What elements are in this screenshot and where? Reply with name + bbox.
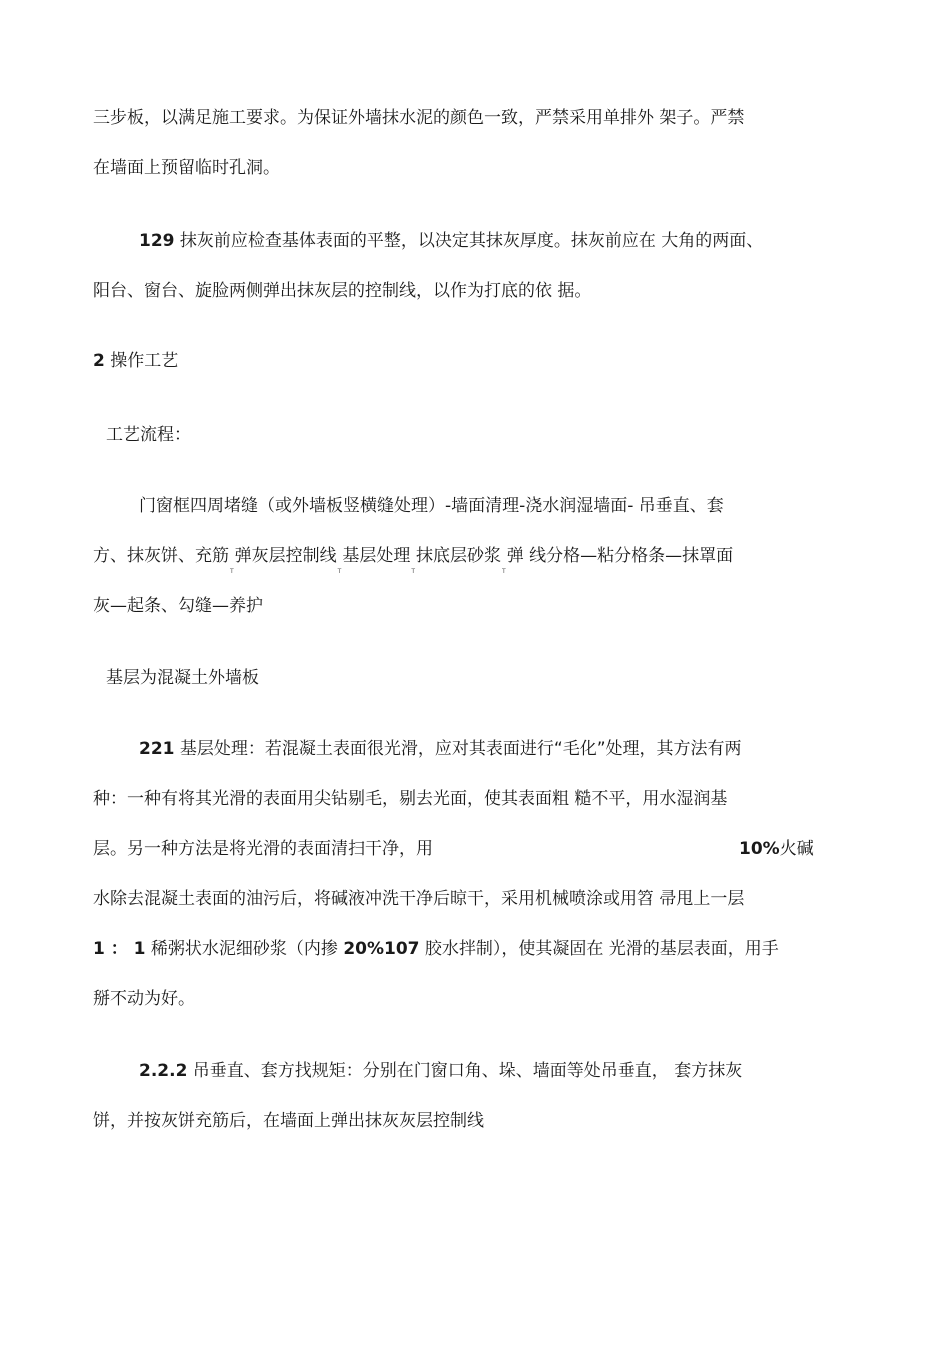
section-title: 操作工艺 [104,351,179,371]
paragraph-221-line-4: 水除去混凝土表面的油污后，将碱液冲洗干净后晾干，采用机械喷涂或用笤 帚甩上一层 [93,889,745,909]
paragraph-221-line-2: 种：一种有将其光滑的表面用尖钻剔毛，剔去光面，使其表面粗 糙不平，用水湿润基 [93,789,728,809]
paragraph-221-line-1 [139,737,742,761]
paragraph-221-line-5 [93,937,779,961]
paragraph-221-line-3: 层。另一种方法是将光滑的表面清扫干净，用 [93,839,433,859]
clause-text: 基层处理：若混凝土表面很光滑，应对其表面进行“毛化”处理，其方法有两 [174,739,742,759]
section-number: 2 [93,351,105,371]
flow-step: 弹 线分格—粘分格条—抹罩面 [506,546,734,566]
clause-text: 稀粥状水泥细砂浆（内掺 [145,939,344,959]
paragraph-222-line-1 [139,1059,742,1083]
flow-step: 基层处理 [342,546,411,566]
clause-text: 抹灰前应检查基体表面的平整，以决定其抹灰厚度。抹灰前应在 大角的两面、 [174,231,764,251]
flow-arrow-marker: T [230,568,234,575]
flow-line-3: 灰—起条、勾缝—养护 [93,596,263,616]
paragraph-1-line-2: 在墙面上预留临时孔洞。 [93,158,280,178]
paragraph-129-line-2: 阳台、窗台、旋脸两侧弹出抹灰层的控制线，以作为打底的依 据。 [93,281,592,301]
flow-step: 弹灰层控制线 [234,546,337,566]
paragraph-221-line-6: 掰不动为好。 [93,989,195,1009]
subheading-process-flow: 工艺流程： [106,425,191,445]
clause-text: 火碱 [779,839,814,859]
section-heading [93,349,178,373]
clause-text: 胶水拌制），使其凝固在 光滑的基层表面，用手 [419,939,779,959]
flow-line-2 [93,544,733,575]
paragraph-221-line-3-end [739,837,814,861]
percentage-value: 10% [739,839,780,859]
paragraph-129-line-1 [139,229,763,253]
paragraph-1-line-1: 三步板，以满足施工要求。为保证外墙抹水泥的颜色一致，严禁采用单排外 架子。严禁 [93,108,745,128]
admixture-value: 20%107 [343,939,420,959]
paragraph-222-line-2: 饼，并按灰饼充筋后，在墙面上弹出抹灰灰层控制线 [93,1111,484,1131]
flow-arrow-marker: T [337,568,342,575]
flow-arrow-marker: T [411,568,416,575]
mix-ratio: 1 ： 1 [93,939,146,959]
flow-arrow-marker: T [502,568,506,575]
clause-text: 吊垂直、套方找规矩：分别在门窗口角、垛、墙面等处吊垂直， 套方抹灰 [187,1061,743,1081]
flow-line-1: 门窗框四周堵缝（或外墙板竖横缝处理）-墙面清理-浇水润湿墙面- 吊垂直、套 [139,496,724,516]
flow-step: 方、抹灰饼、充筋 [93,546,229,566]
subheading-concrete-wall: 基层为混凝土外墙板 [106,668,259,688]
clause-number: 221 [139,739,175,759]
clause-number: 2.2.2 [139,1061,188,1081]
flow-step: 抹底层砂浆 [416,546,502,566]
clause-number: 129 [139,231,175,251]
